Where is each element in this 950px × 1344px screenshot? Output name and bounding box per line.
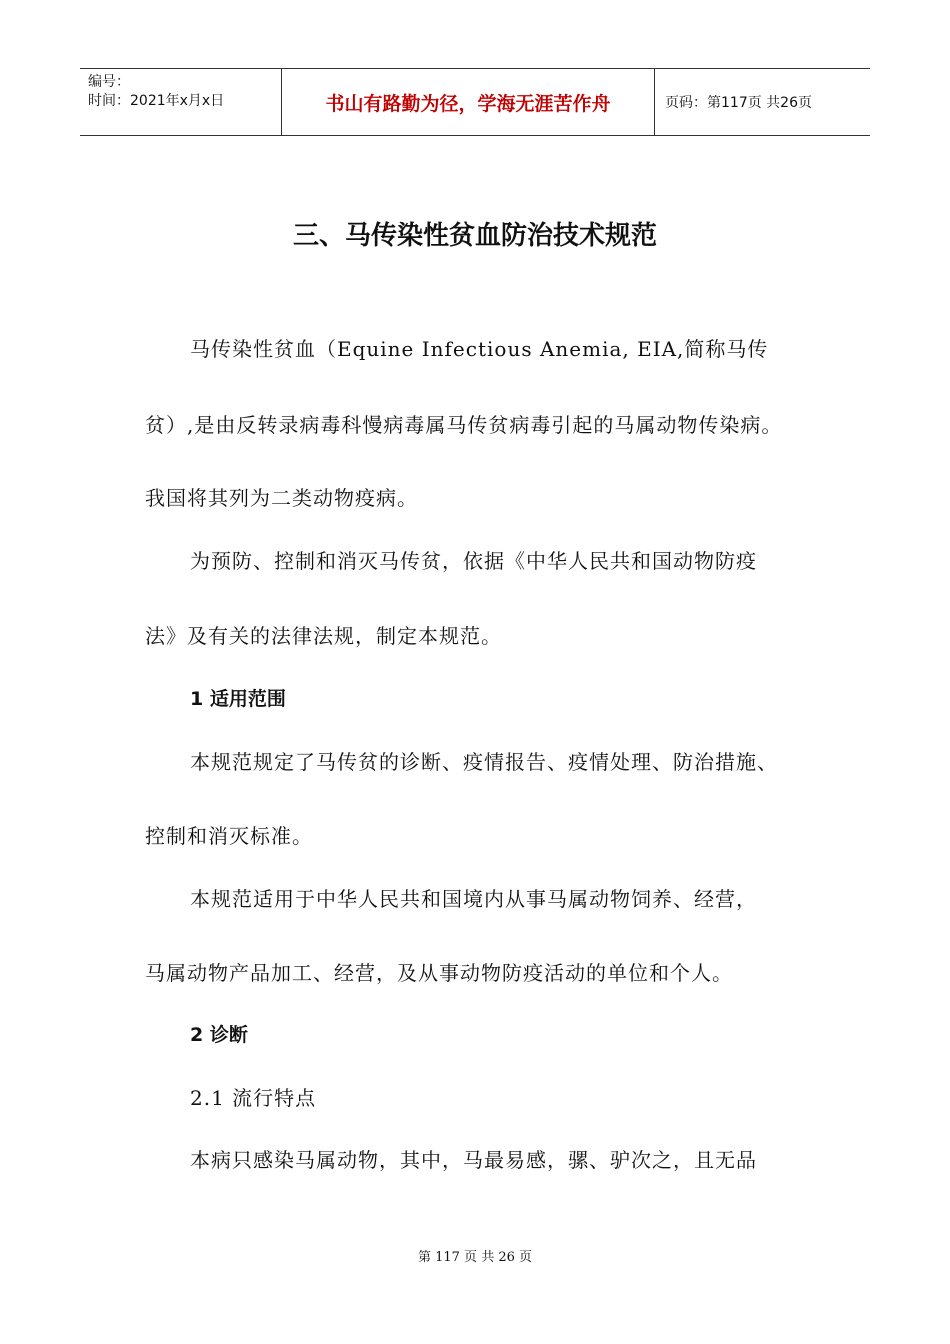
date-label: 时间：2021年x月x日 xyxy=(88,93,225,109)
body-line: 本规范规定了马传贫的诊断、疫情报告、疫情处理、防治措施、 xyxy=(190,750,778,774)
serial-number-label: 编号： xyxy=(88,74,130,90)
body-line: 法》及有关的法律法规，制定本规范。 xyxy=(145,624,502,648)
document-header xyxy=(80,68,870,136)
body-line: 本规范适用于中华人民共和国境内从事马属动物饲养、经营， xyxy=(190,887,757,911)
section-heading: 2 诊断 xyxy=(190,1024,248,1046)
subsection-heading: 2.1 流行特点 xyxy=(190,1086,317,1110)
header-motto: 书山有路勤为径，学海无涯苦作舟 xyxy=(282,69,655,135)
body-line: 为预防、控制和消灭马传贫，依据《中华人民共和国动物防疫 xyxy=(190,549,757,573)
body-line: 本病只感染马属动物，其中，马最易感，骡、驴次之，且无品 xyxy=(190,1148,757,1172)
body-line: 我国将其列为二类动物疫病。 xyxy=(145,486,418,510)
body-line: 控制和消灭标准。 xyxy=(145,824,313,848)
body-line: 马属动物产品加工、经营，及从事动物防疫活动的单位和个人。 xyxy=(145,961,733,985)
header-page-info: 页码：第117页 共26页 xyxy=(665,95,812,111)
header-meta xyxy=(80,69,282,135)
document-title: 三、马传染性贫血防治技术规范 xyxy=(292,221,657,251)
body-line: 贫）,是由反转录病毒科慢病毒属马传贫病毒引起的马属动物传染病。 xyxy=(145,413,783,437)
section-heading: 1 适用范围 xyxy=(190,688,286,710)
body-line: 马传染性贫血（Equine Infectious Anemia, EIA,简称马传 xyxy=(190,337,769,361)
page-footer: 第 117 页 共 26 页 xyxy=(417,1250,533,1265)
